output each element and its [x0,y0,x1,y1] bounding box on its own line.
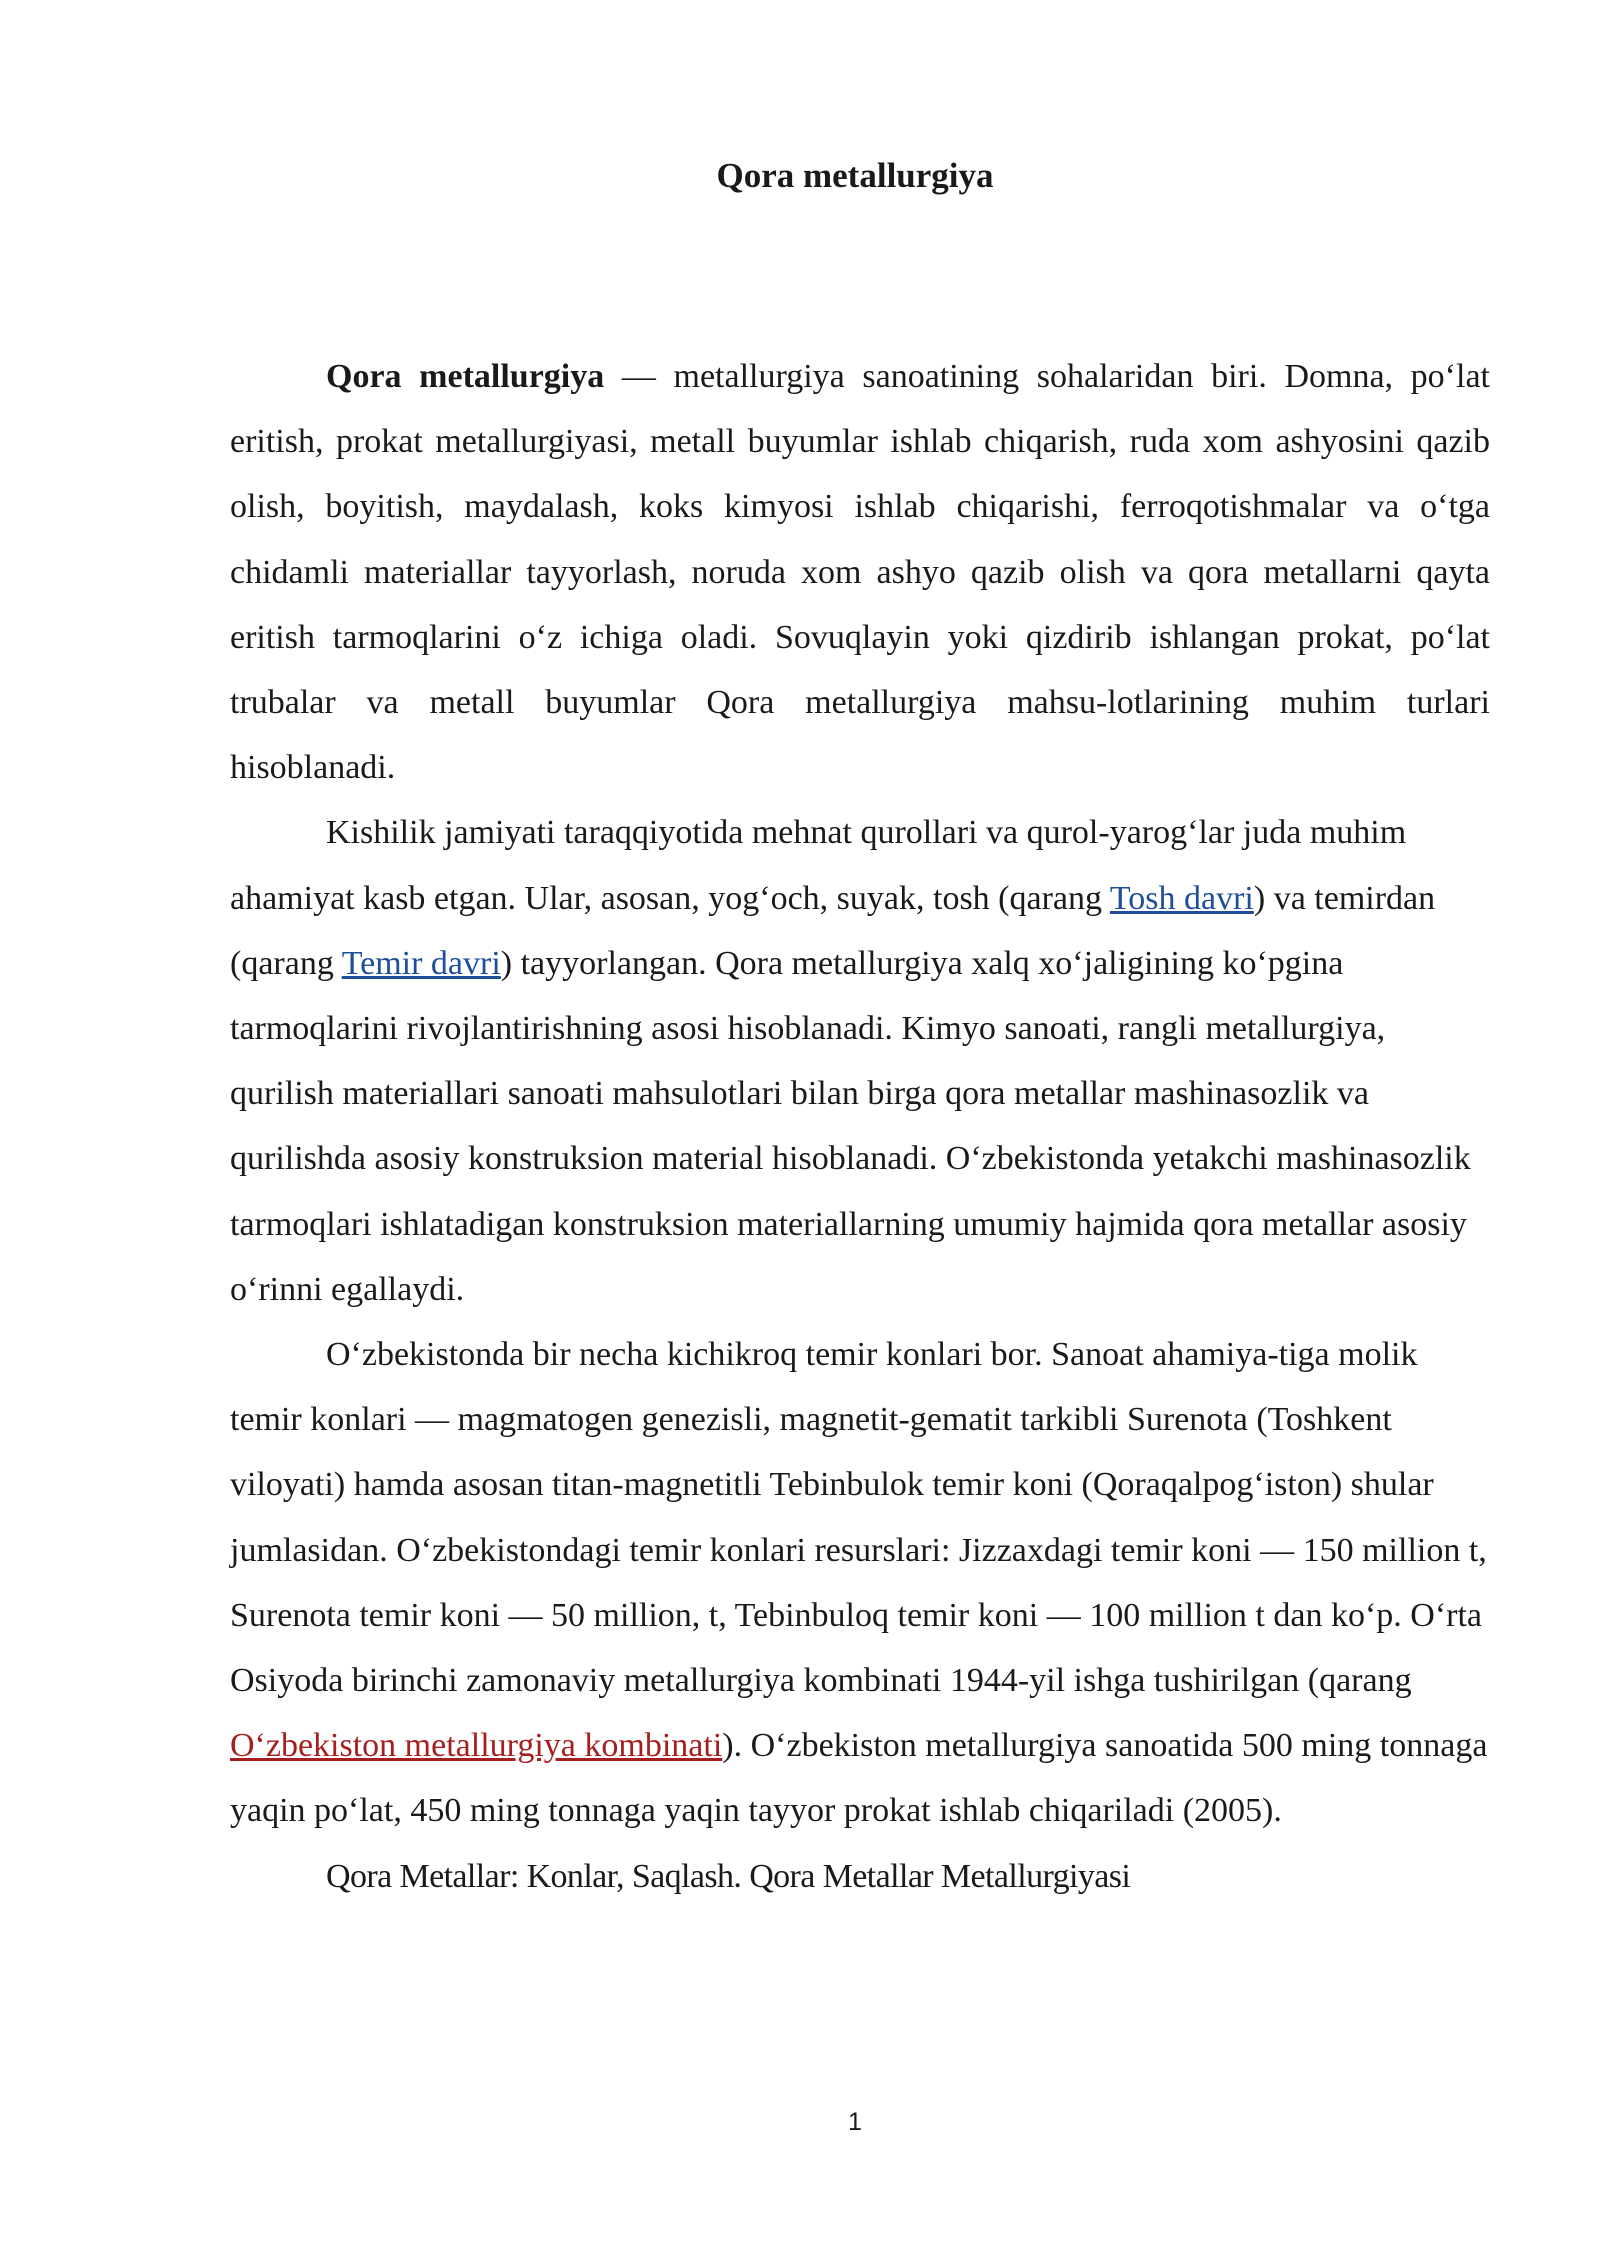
paragraph-definition [230,344,1490,800]
paragraph-uzbekistan-deposits [230,1322,1490,1844]
link-temir-davri[interactable]: Temir davri [341,944,501,982]
lead-term: Qora metallurgiya [326,358,605,395]
page-title: Qora metallurgiya [716,156,994,195]
paragraph-text: O‘zbekistonda bir necha kichikroq temir konlari bor. Sanoat ahamiya-tiga molik temir konlari — magmatogen genezisli, magnetit-gematit tarkibli Surenota (Toshkent viloyati) hamda asosan titan-magnetitli Tebinbulok temir koni (Qoraqalpog‘iston) shular jumlasidan. O‘zbekistondagi temir konlari resurslari: Jizzaxdagi temir koni — 150 million t, Surenota temir koni — 50 million, t, Tebinbuloq temir koni — 100 million t dan ko‘p. O‘rta Osiyoda birinchi zamonaviy metallurgiya kombinati 1944-yil ishga tushirilgan (qarang [230,1336,1487,1700]
paragraph-text: Kishilik jamiyati taraqqiyotida mehnat qurollari va qurol-yarog‘lar juda muhim ahamiyat kasb etgan. Ular, asosan, yog‘och, suyak, tosh (qarang [230,814,1407,917]
link-tosh-davri[interactable]: Tosh davri [1109,879,1254,917]
paragraph-history [230,800,1490,1322]
paragraph-text: ). O‘zbekiston metallurgiya sanoatida 500 ming tonnaga yaqin po‘lat, 450 ming tonnaga yaqin tayyor prokat ishlab chiqariladi (2005). [230,1727,1488,1830]
page-number: 1 [848,2108,862,2136]
paragraph-text: — metallurgiya sanoatining sohalaridan biri. Domna, po‘lat eritish, prokat metallurgiyasi, metall buyumlar ishlab chiqarish, ruda xom ashyosini qazib olish, boyitish, maydalash, koks kimyosi ishlab chiqarishi, ferroqotishmalar va o‘tga chidamli materiallar tayyorlash, noruda xom ashyo qazib olish va qora metallarni qayta eritish tarmoqlarini o‘z ichiga oladi. Sovuqlayin yoki qizdirib ishlangan prokat, po‘lat trubalar va metall buyumlar Qora metallurgiya mahsu-lotlarining muhim turlari hisoblanadi. [230,358,1490,787]
paragraph-text: ) va temirdan (qarang [230,879,1436,982]
document-body [230,344,1490,1909]
subheading-line: Qora Metallar: Konlar, Saqlash. Qora Metallar Metallurgiyasi [326,1857,1131,1895]
paragraph-text: ) tayyorlangan. Qora metallurgiya xalq xo‘jaligining ko‘pgina tarmoqlarini rivojlantirishning asosi hisoblanadi. Kimyo sanoati, rangli metallurgiya, qurilish materiallari sanoati mahsulotlari bilan birga qora metallar mashinasozlik va qurilishda asosiy konstruksion material hisoblanadi. O‘zbekistonda yetakchi mashinasozlik tarmoqlari ishlatadigan konstruksion materiallarning umumiy hajmida qora metallar asosiy o‘rinni egallaydi. [230,944,1471,1308]
link-metallurgiya-kombinati[interactable]: O‘zbekiston metallurgiya kombinati [230,1727,723,1765]
